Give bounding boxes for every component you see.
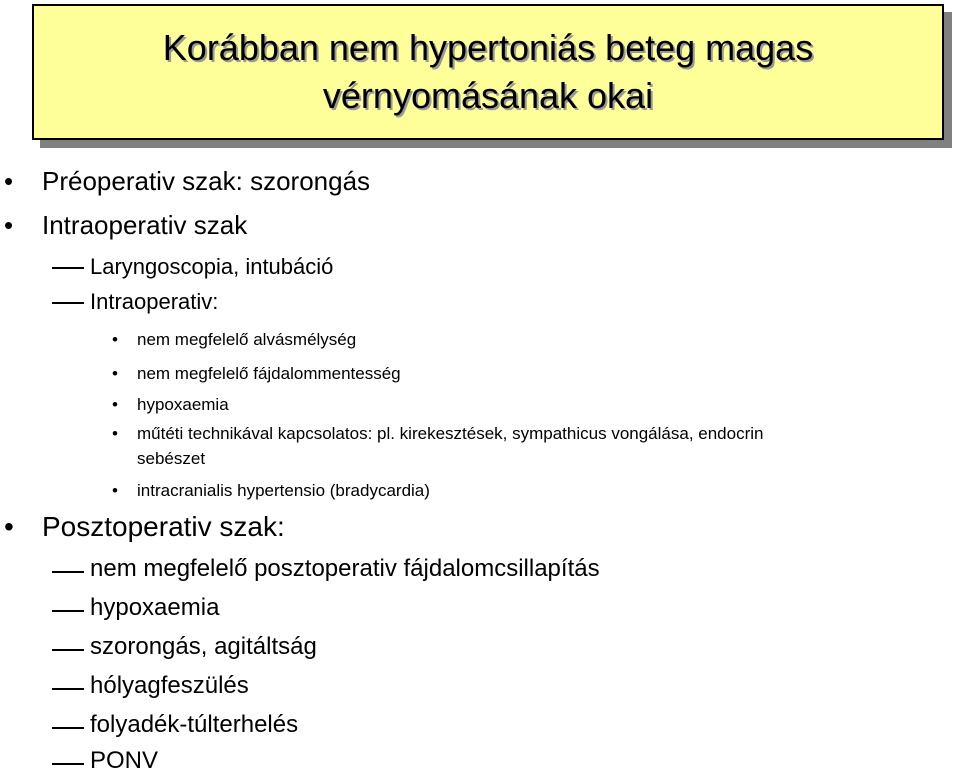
item-text: nem megfelelő alvásmélység [137, 330, 357, 349]
dash-icon [52, 763, 84, 765]
subbullet-text: Intraoperativ: [90, 289, 219, 314]
slide-title-line-1: Korábban nem hypertoniás beteg magas [162, 27, 814, 68]
dash-icon [52, 302, 84, 304]
subbullet-text: PONV [90, 747, 159, 774]
slide-title-line-2: vérnyomásának okai [322, 75, 654, 116]
bullet-dot-icon: • [4, 511, 14, 542]
dash-icon [52, 571, 84, 573]
item-text: hypoxaemia [137, 395, 229, 414]
title-box [32, 4, 944, 140]
item-text: nem megfelelő fájdalommentesség [137, 364, 401, 383]
subbullet-text: hypoxaemia [90, 594, 220, 621]
subbullet-text: hólyagfeszülés [90, 672, 249, 699]
item-text: műtéti technikával kapcsolatos: pl. kirekesztések, sympathicus vongálása, endocrin [137, 424, 764, 443]
dash-icon [52, 688, 84, 690]
bullet-dot-icon: • [112, 364, 118, 383]
bullet-dot-icon: • [112, 330, 118, 349]
bullet-dot-icon: • [112, 481, 118, 500]
item-text: intracranialis hypertensio (bradycardia) [137, 481, 430, 500]
bullet-text: Intraoperativ szak [42, 210, 248, 240]
bullet-dot-icon: • [4, 210, 14, 240]
subbullet-text: szorongás, agitáltság [90, 633, 317, 660]
subbullet-text: folyadék-túlterhelés [90, 711, 299, 738]
subbullet-text: Laryngoscopia, intubáció [90, 254, 334, 279]
item-text: sebészet [137, 449, 206, 468]
bullet-text: Préoperativ szak: szorongás [42, 166, 371, 196]
subbullet-text: nem megfelelő posztoperativ fájdalomcsillapítás [90, 555, 600, 582]
dash-icon [52, 649, 84, 651]
bullet-dot-icon: • [112, 424, 118, 443]
bullet-dot-icon: • [112, 395, 118, 414]
dash-icon [52, 267, 84, 269]
dash-icon [52, 727, 84, 729]
dash-icon [52, 610, 84, 612]
bullet-text: Posztoperativ szak: [42, 511, 285, 542]
bullet-dot-icon: • [4, 166, 14, 196]
